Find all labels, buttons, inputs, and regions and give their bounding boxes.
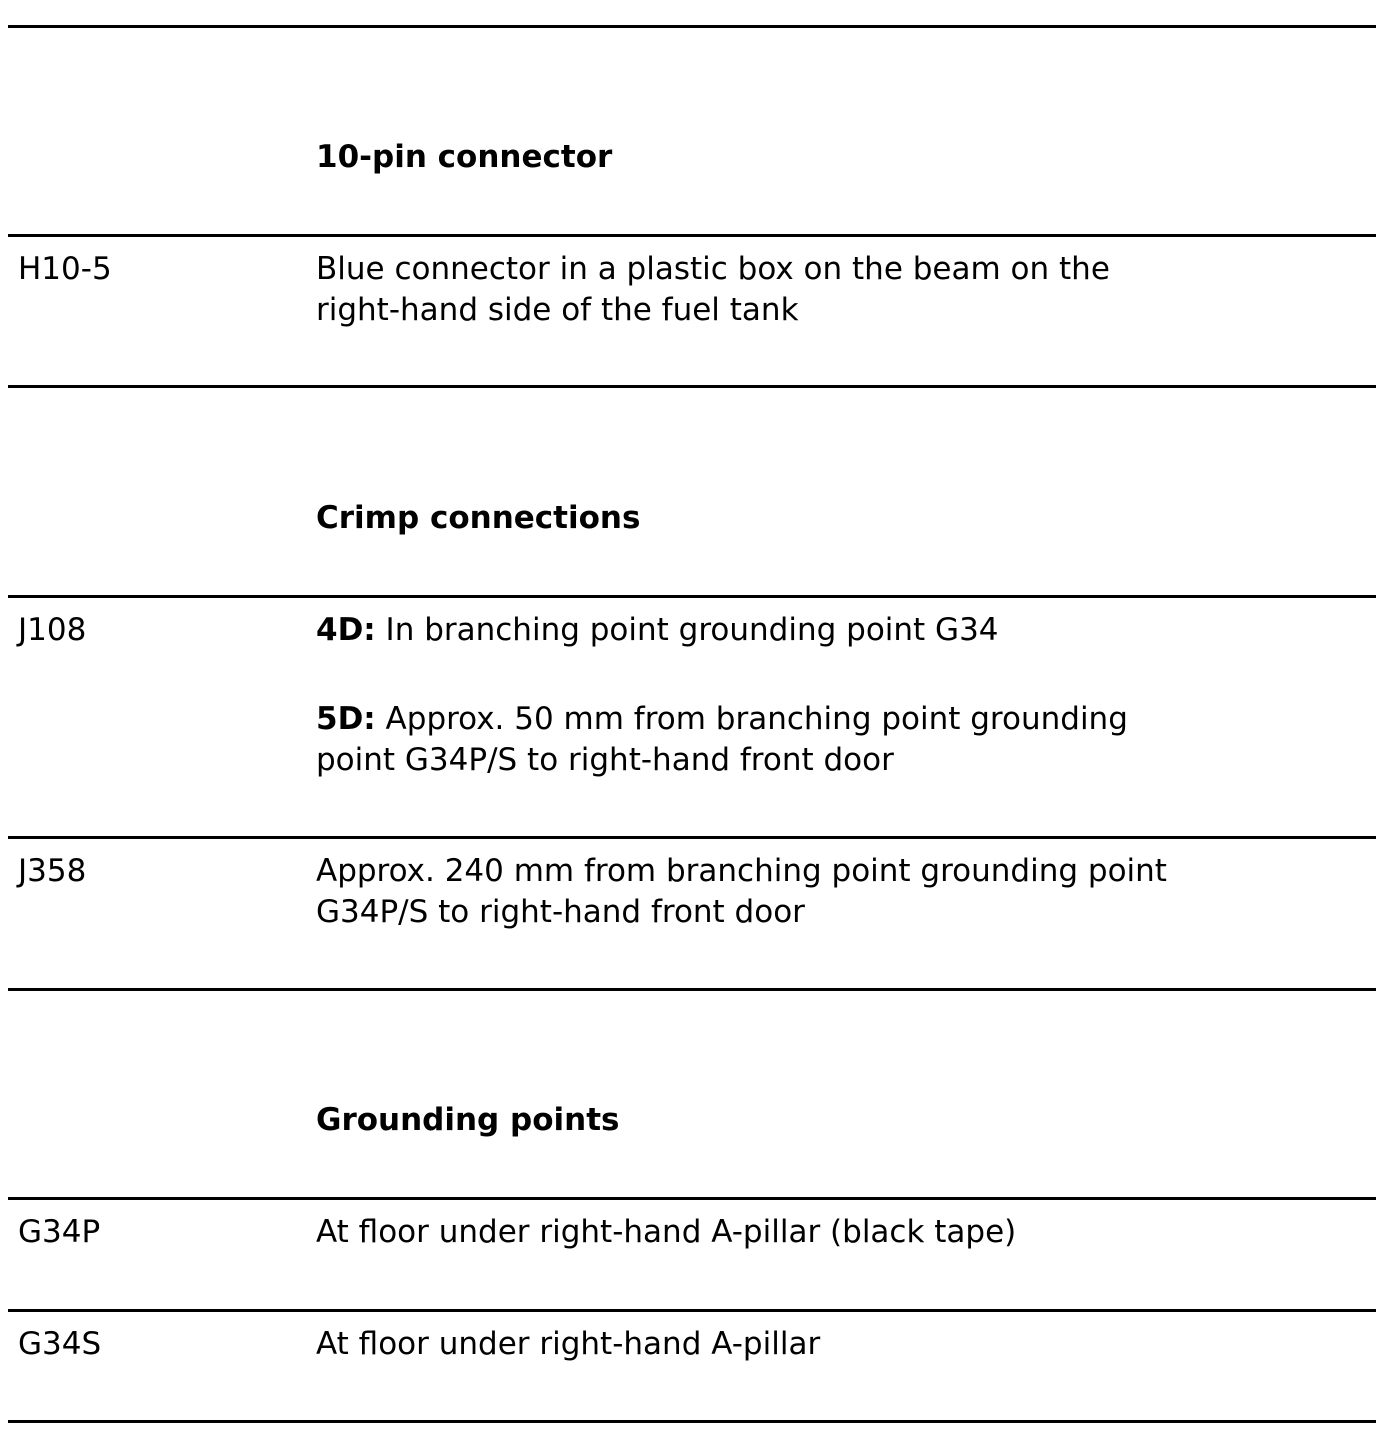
rule-section-1-end bbox=[8, 385, 1376, 388]
description-line: G34P/S to right-hand front door bbox=[316, 894, 805, 930]
section-heading: 10-pin connector bbox=[316, 139, 613, 175]
row-code: H10-5 bbox=[18, 251, 112, 287]
rule-section-1-header bbox=[8, 234, 1376, 237]
section-heading: Crimp connections bbox=[316, 500, 641, 536]
row-code: G34P bbox=[18, 1214, 101, 1250]
row-code: J108 bbox=[18, 612, 87, 648]
row-description bbox=[316, 610, 1256, 651]
rule-top bbox=[8, 25, 1376, 28]
row-description bbox=[316, 249, 1256, 331]
description-line: point G34P/S to right-hand front door bbox=[316, 742, 894, 778]
description-line bbox=[316, 699, 1256, 740]
row-description bbox=[316, 1324, 1256, 1365]
rule-section-3-header bbox=[8, 1197, 1376, 1200]
description-line: Blue connector in a plastic box on the beam on the bbox=[316, 251, 1110, 287]
description-line: right-hand side of the fuel tank bbox=[316, 292, 799, 328]
row-code: J358 bbox=[18, 853, 87, 889]
description-line: At floor under right-hand A-pillar bbox=[316, 1326, 821, 1362]
variant-label: 5D: bbox=[316, 701, 376, 737]
rule-row-g34p-end bbox=[8, 1309, 1376, 1312]
rule-section-2-end bbox=[8, 988, 1376, 991]
row-description bbox=[316, 1212, 1256, 1253]
row-description bbox=[316, 699, 1256, 781]
rule-bottom bbox=[8, 1420, 1376, 1423]
description-line bbox=[316, 610, 1256, 651]
row-description bbox=[316, 851, 1256, 933]
description-line: Approx. 240 mm from branching point grounding point bbox=[316, 853, 1167, 889]
rule-section-2-header bbox=[8, 595, 1376, 598]
description-line: At floor under right-hand A-pillar (black tape) bbox=[316, 1214, 1017, 1250]
row-code: G34S bbox=[18, 1326, 102, 1362]
variant-text: Approx. 50 mm from branching point grounding bbox=[375, 701, 1128, 737]
variant-text: In branching point grounding point G34 bbox=[375, 612, 999, 648]
variant-label: 4D: bbox=[316, 612, 376, 648]
rule-row-j108-end bbox=[8, 836, 1376, 839]
section-heading: Grounding points bbox=[316, 1102, 620, 1138]
